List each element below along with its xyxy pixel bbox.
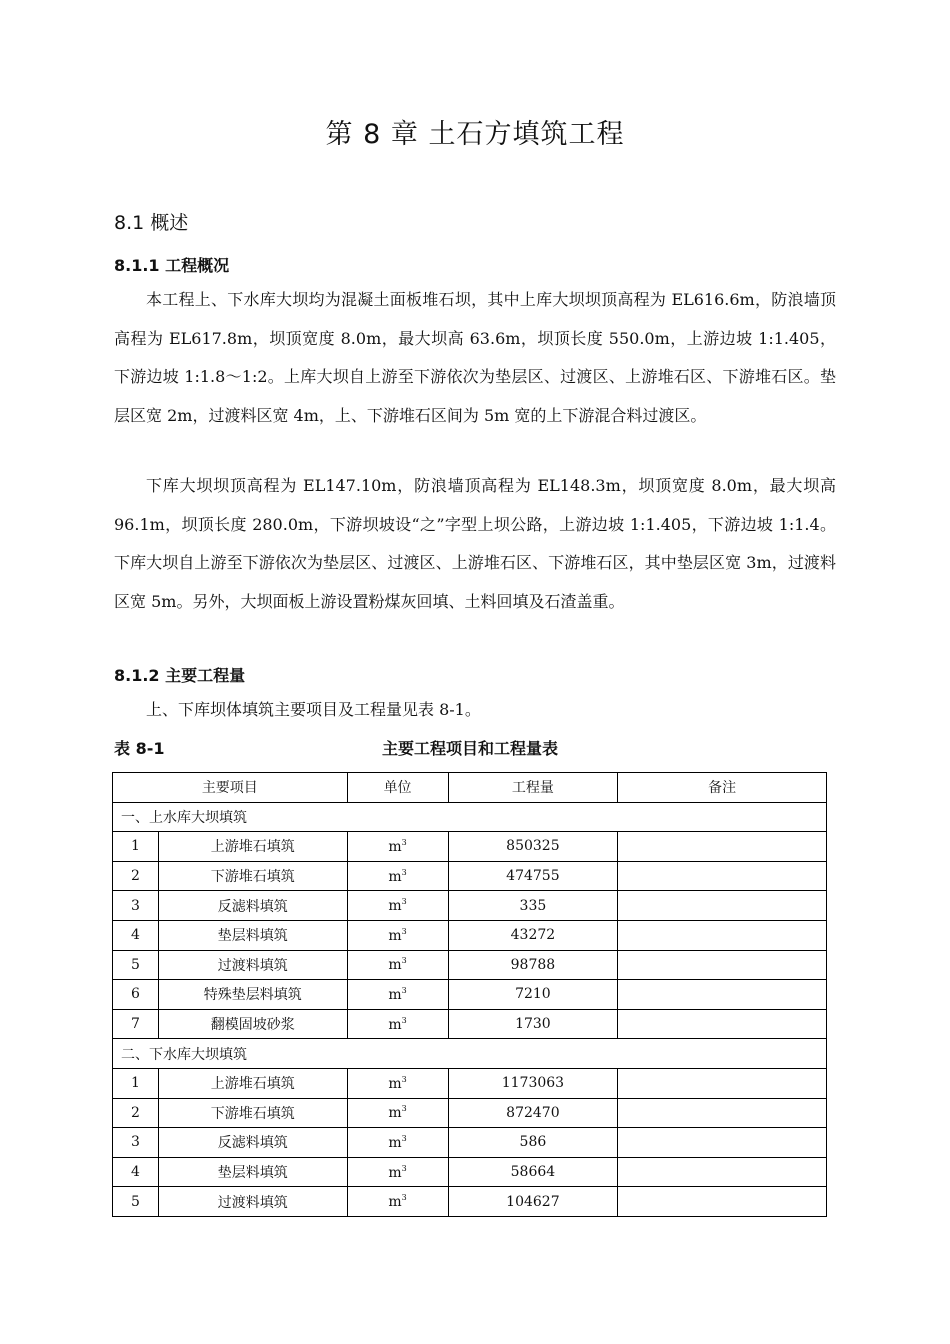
unit-base: m xyxy=(388,927,402,944)
row-number: 2 xyxy=(113,1098,159,1128)
unit-cell xyxy=(347,920,448,950)
unit-exponent: 3 xyxy=(401,867,407,877)
table-row xyxy=(113,950,827,980)
item-name: 上游堆石填筑 xyxy=(158,832,347,862)
row-number: 5 xyxy=(113,950,159,980)
item-name: 上游堆石填筑 xyxy=(158,1068,347,1098)
table-row xyxy=(113,920,827,950)
note-cell xyxy=(618,1187,827,1217)
quantity-value: 850325 xyxy=(448,832,618,862)
unit-base: m xyxy=(388,1105,402,1122)
note-cell xyxy=(618,1009,827,1039)
quantity-value: 58664 xyxy=(448,1157,618,1187)
table-caption: 主要工程项目和工程量表 xyxy=(381,739,558,758)
note-cell xyxy=(618,832,827,862)
table-row xyxy=(113,1098,827,1128)
note-cell xyxy=(618,980,827,1010)
unit-cell xyxy=(347,980,448,1010)
section-title: 二、下水库大坝填筑 xyxy=(113,1039,827,1069)
unit-exponent: 3 xyxy=(401,956,407,966)
item-name: 垫层料填筑 xyxy=(158,1157,347,1187)
row-number: 3 xyxy=(113,891,159,921)
unit-cell xyxy=(347,1068,448,1098)
item-name: 反滤料填筑 xyxy=(158,1128,347,1158)
unit-base: m xyxy=(388,1194,402,1211)
unit-exponent: 3 xyxy=(401,1104,407,1114)
item-name: 翻模固坡砂浆 xyxy=(158,1009,347,1039)
unit-base: m xyxy=(388,986,402,1003)
row-number: 4 xyxy=(113,1157,159,1187)
quantity-value: 1730 xyxy=(448,1009,618,1039)
unit-exponent: 3 xyxy=(401,837,407,847)
quantities-table xyxy=(112,772,827,1217)
subsection-heading-quantities: 8.1.2 主要工程量 xyxy=(114,666,246,685)
unit-exponent: 3 xyxy=(401,1163,407,1173)
paragraph-table-reference: 上、下库坝体填筑主要项目及工程量见表 8-1。 xyxy=(146,700,481,719)
unit-cell xyxy=(347,861,448,891)
unit-exponent: 3 xyxy=(401,1133,407,1143)
row-number: 7 xyxy=(113,1009,159,1039)
unit-exponent: 3 xyxy=(401,1193,407,1203)
unit-cell xyxy=(347,1098,448,1128)
unit-cell xyxy=(347,1128,448,1158)
unit-base: m xyxy=(388,1134,402,1151)
note-cell xyxy=(618,1068,827,1098)
item-name: 特殊垫层料填筑 xyxy=(158,980,347,1010)
note-cell xyxy=(618,1098,827,1128)
item-name: 垫层料填筑 xyxy=(158,920,347,950)
table-row xyxy=(113,1187,827,1217)
table-row xyxy=(113,1157,827,1187)
unit-cell xyxy=(347,1187,448,1217)
note-cell xyxy=(618,1157,827,1187)
unit-exponent: 3 xyxy=(401,1074,407,1084)
unit-base: m xyxy=(388,1016,402,1033)
table-row xyxy=(113,861,827,891)
table-label: 表 8-1 xyxy=(114,739,165,758)
item-name: 反滤料填筑 xyxy=(158,891,347,921)
note-cell xyxy=(618,920,827,950)
header-quantity: 工程量 xyxy=(448,773,618,803)
item-name: 下游堆石填筑 xyxy=(158,1098,347,1128)
unit-base: m xyxy=(388,1164,402,1181)
unit-exponent: 3 xyxy=(401,897,407,907)
row-number: 1 xyxy=(113,1068,159,1098)
quantity-value: 43272 xyxy=(448,920,618,950)
quantity-value: 98788 xyxy=(448,950,618,980)
table-row xyxy=(113,1009,827,1039)
paragraph-lower-dam: 下库大坝坝顶高程为 EL147.10m，防浪墙顶高程为 EL148.3m，坝顶宽度 8.0m，最大坝高 96.1m，坝顶长度 280.0m，下游坝坡设“之”字型上坝公路，上游边坡 1:1.405，下游边坡 1:1.4。下库大坝自上游至下游依次为垫层区、过渡区、上游堆石区、下游堆石区，其中垫层区宽 3m，过渡料区宽 5m。另外，大坝面板上游设置粉煤灰回填、土料回填及石渣盖重。 xyxy=(114,476,836,611)
table-row xyxy=(113,1128,827,1158)
unit-base: m xyxy=(388,1075,402,1092)
header-unit: 单位 xyxy=(347,773,448,803)
table-section-row xyxy=(113,802,827,832)
page-title: 第 8 章 土石方填筑工程 xyxy=(325,119,625,150)
section-heading: 8.1 概述 xyxy=(114,212,189,234)
quantity-value: 104627 xyxy=(448,1187,618,1217)
table-row xyxy=(113,1068,827,1098)
unit-cell xyxy=(347,891,448,921)
quantity-value: 335 xyxy=(448,891,618,921)
row-number: 5 xyxy=(113,1187,159,1217)
row-number: 3 xyxy=(113,1128,159,1158)
table-row xyxy=(113,980,827,1010)
table-section-row xyxy=(113,1039,827,1069)
table-row xyxy=(113,832,827,862)
unit-cell xyxy=(347,1157,448,1187)
unit-exponent: 3 xyxy=(401,985,407,995)
table-row xyxy=(113,891,827,921)
row-number: 1 xyxy=(113,832,159,862)
quantity-value: 474755 xyxy=(448,861,618,891)
note-cell xyxy=(618,1128,827,1158)
note-cell xyxy=(618,950,827,980)
quantity-value: 7210 xyxy=(448,980,618,1010)
quantity-value: 872470 xyxy=(448,1098,618,1128)
quantity-value: 586 xyxy=(448,1128,618,1158)
note-cell xyxy=(618,861,827,891)
unit-exponent: 3 xyxy=(401,1015,407,1025)
unit-exponent: 3 xyxy=(401,926,407,936)
row-number: 4 xyxy=(113,920,159,950)
unit-base: m xyxy=(388,838,402,855)
unit-cell xyxy=(347,950,448,980)
paragraph-upper-dam: 本工程上、下水库大坝均为混凝土面板堆石坝，其中上库大坝坝顶高程为 EL616.6m，防浪墙顶高程为 EL617.8m，坝顶宽度 8.0m，最大坝高 63.6m，坝顶长度 550.0m，上游边坡 1:1.405，下游边坡 1:1.8～1:2。上库大坝自上游至下游依次为垫层区、过渡区、上游堆石区、下游堆石区。垫层区宽 2m，过渡料区宽 4m，上、下游堆石区间为 5m 宽的上下游混合料过渡区。 xyxy=(114,290,836,425)
unit-base: m xyxy=(388,898,402,915)
quantity-value: 1173063 xyxy=(448,1068,618,1098)
item-name: 过渡料填筑 xyxy=(158,1187,347,1217)
note-cell xyxy=(618,891,827,921)
row-number: 2 xyxy=(113,861,159,891)
unit-cell xyxy=(347,832,448,862)
unit-base: m xyxy=(388,868,402,885)
subsection-heading-overview: 8.1.1 工程概况 xyxy=(114,256,230,275)
unit-base: m xyxy=(388,957,402,974)
row-number: 6 xyxy=(113,980,159,1010)
item-name: 过渡料填筑 xyxy=(158,950,347,980)
section-title: 一、上水库大坝填筑 xyxy=(113,802,827,832)
table-header-row xyxy=(113,773,827,803)
header-item: 主要项目 xyxy=(113,773,348,803)
item-name: 下游堆石填筑 xyxy=(158,861,347,891)
header-note: 备注 xyxy=(618,773,827,803)
unit-cell xyxy=(347,1009,448,1039)
